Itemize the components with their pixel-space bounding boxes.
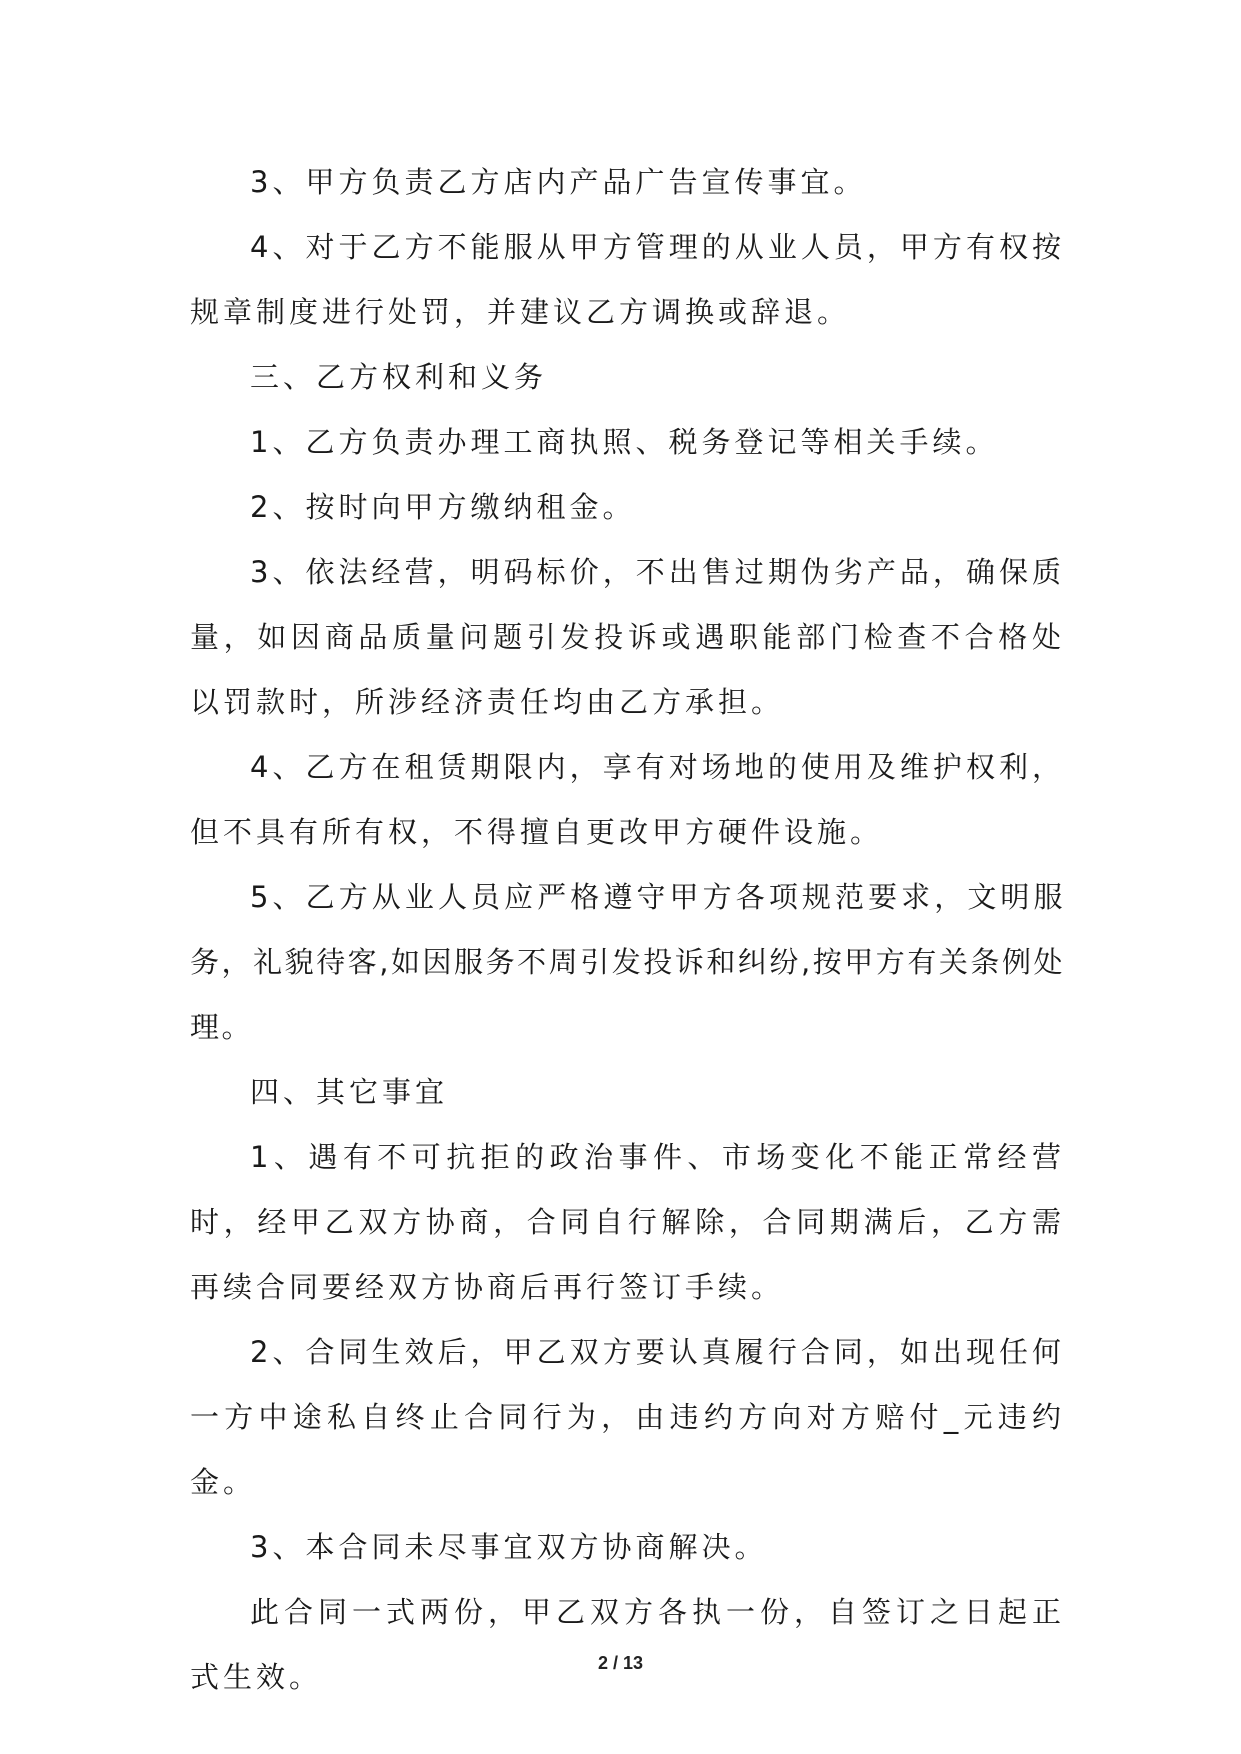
paragraph-clause-2-4: 4、对于乙方不能服从甲方管理的从业人员，甲方有权按规章制度进行处罚，并建议乙方调换或辞退。 [190, 230, 1065, 329]
section-heading-party-b-rights: 三、乙方权利和义务 [250, 360, 548, 394]
paragraph-clause-2-3: 3、甲方负责乙方店内产品广告宣传事宜。 [250, 165, 867, 199]
paragraph-clause-3-4: 4、乙方在租赁期限内，享有对场地的使用及维护权利，但不具有所有权，不得擅自更改甲方硬件设施。 [190, 750, 1065, 849]
paragraph-clause-3-5: 5、乙方从业人员应严格遵守甲方各项规范要求，文明服务，礼貌待客,如因服务不周引发投诉和纠纷,按甲方有关条例处理。 [190, 880, 1065, 1044]
contract-body [190, 150, 1065, 1710]
paragraph-clause-4-2: 2、合同生效后，甲乙双方要认真履行合同，如出现任何一方中途私自终止合同行为，由违约方向对方赔付_元违约金。 [190, 1335, 1065, 1499]
paragraph-closing: 此合同一式两份，甲乙双方各执一份，自签订之日起正式生效。 [190, 1595, 1065, 1694]
paragraph-clause-4-3: 3、本合同未尽事宜双方协商解决。 [250, 1530, 768, 1564]
section-heading-other-matters: 四、其它事宜 [250, 1075, 449, 1109]
paragraph-clause-3-1: 1、乙方负责办理工商执照、税务登记等相关手续。 [250, 425, 999, 459]
paragraph-clause-3-3: 3、依法经营，明码标价，不出售过期伪劣产品，确保质量，如因商品质量问题引发投诉或遇职能部门检查不合格处以罚款时，所涉经济责任均由乙方承担。 [190, 555, 1065, 719]
paragraph-clause-3-2: 2、按时向甲方缴纳租金。 [250, 490, 636, 524]
paragraph-clause-4-1: 1、遇有不可抗拒的政治事件、市场变化不能正常经营时，经甲乙双方协商，合同自行解除，合同期满后，乙方需再续合同要经双方协商后再行签订手续。 [190, 1140, 1065, 1304]
page-number: 2 / 13 [597, 1653, 644, 1673]
